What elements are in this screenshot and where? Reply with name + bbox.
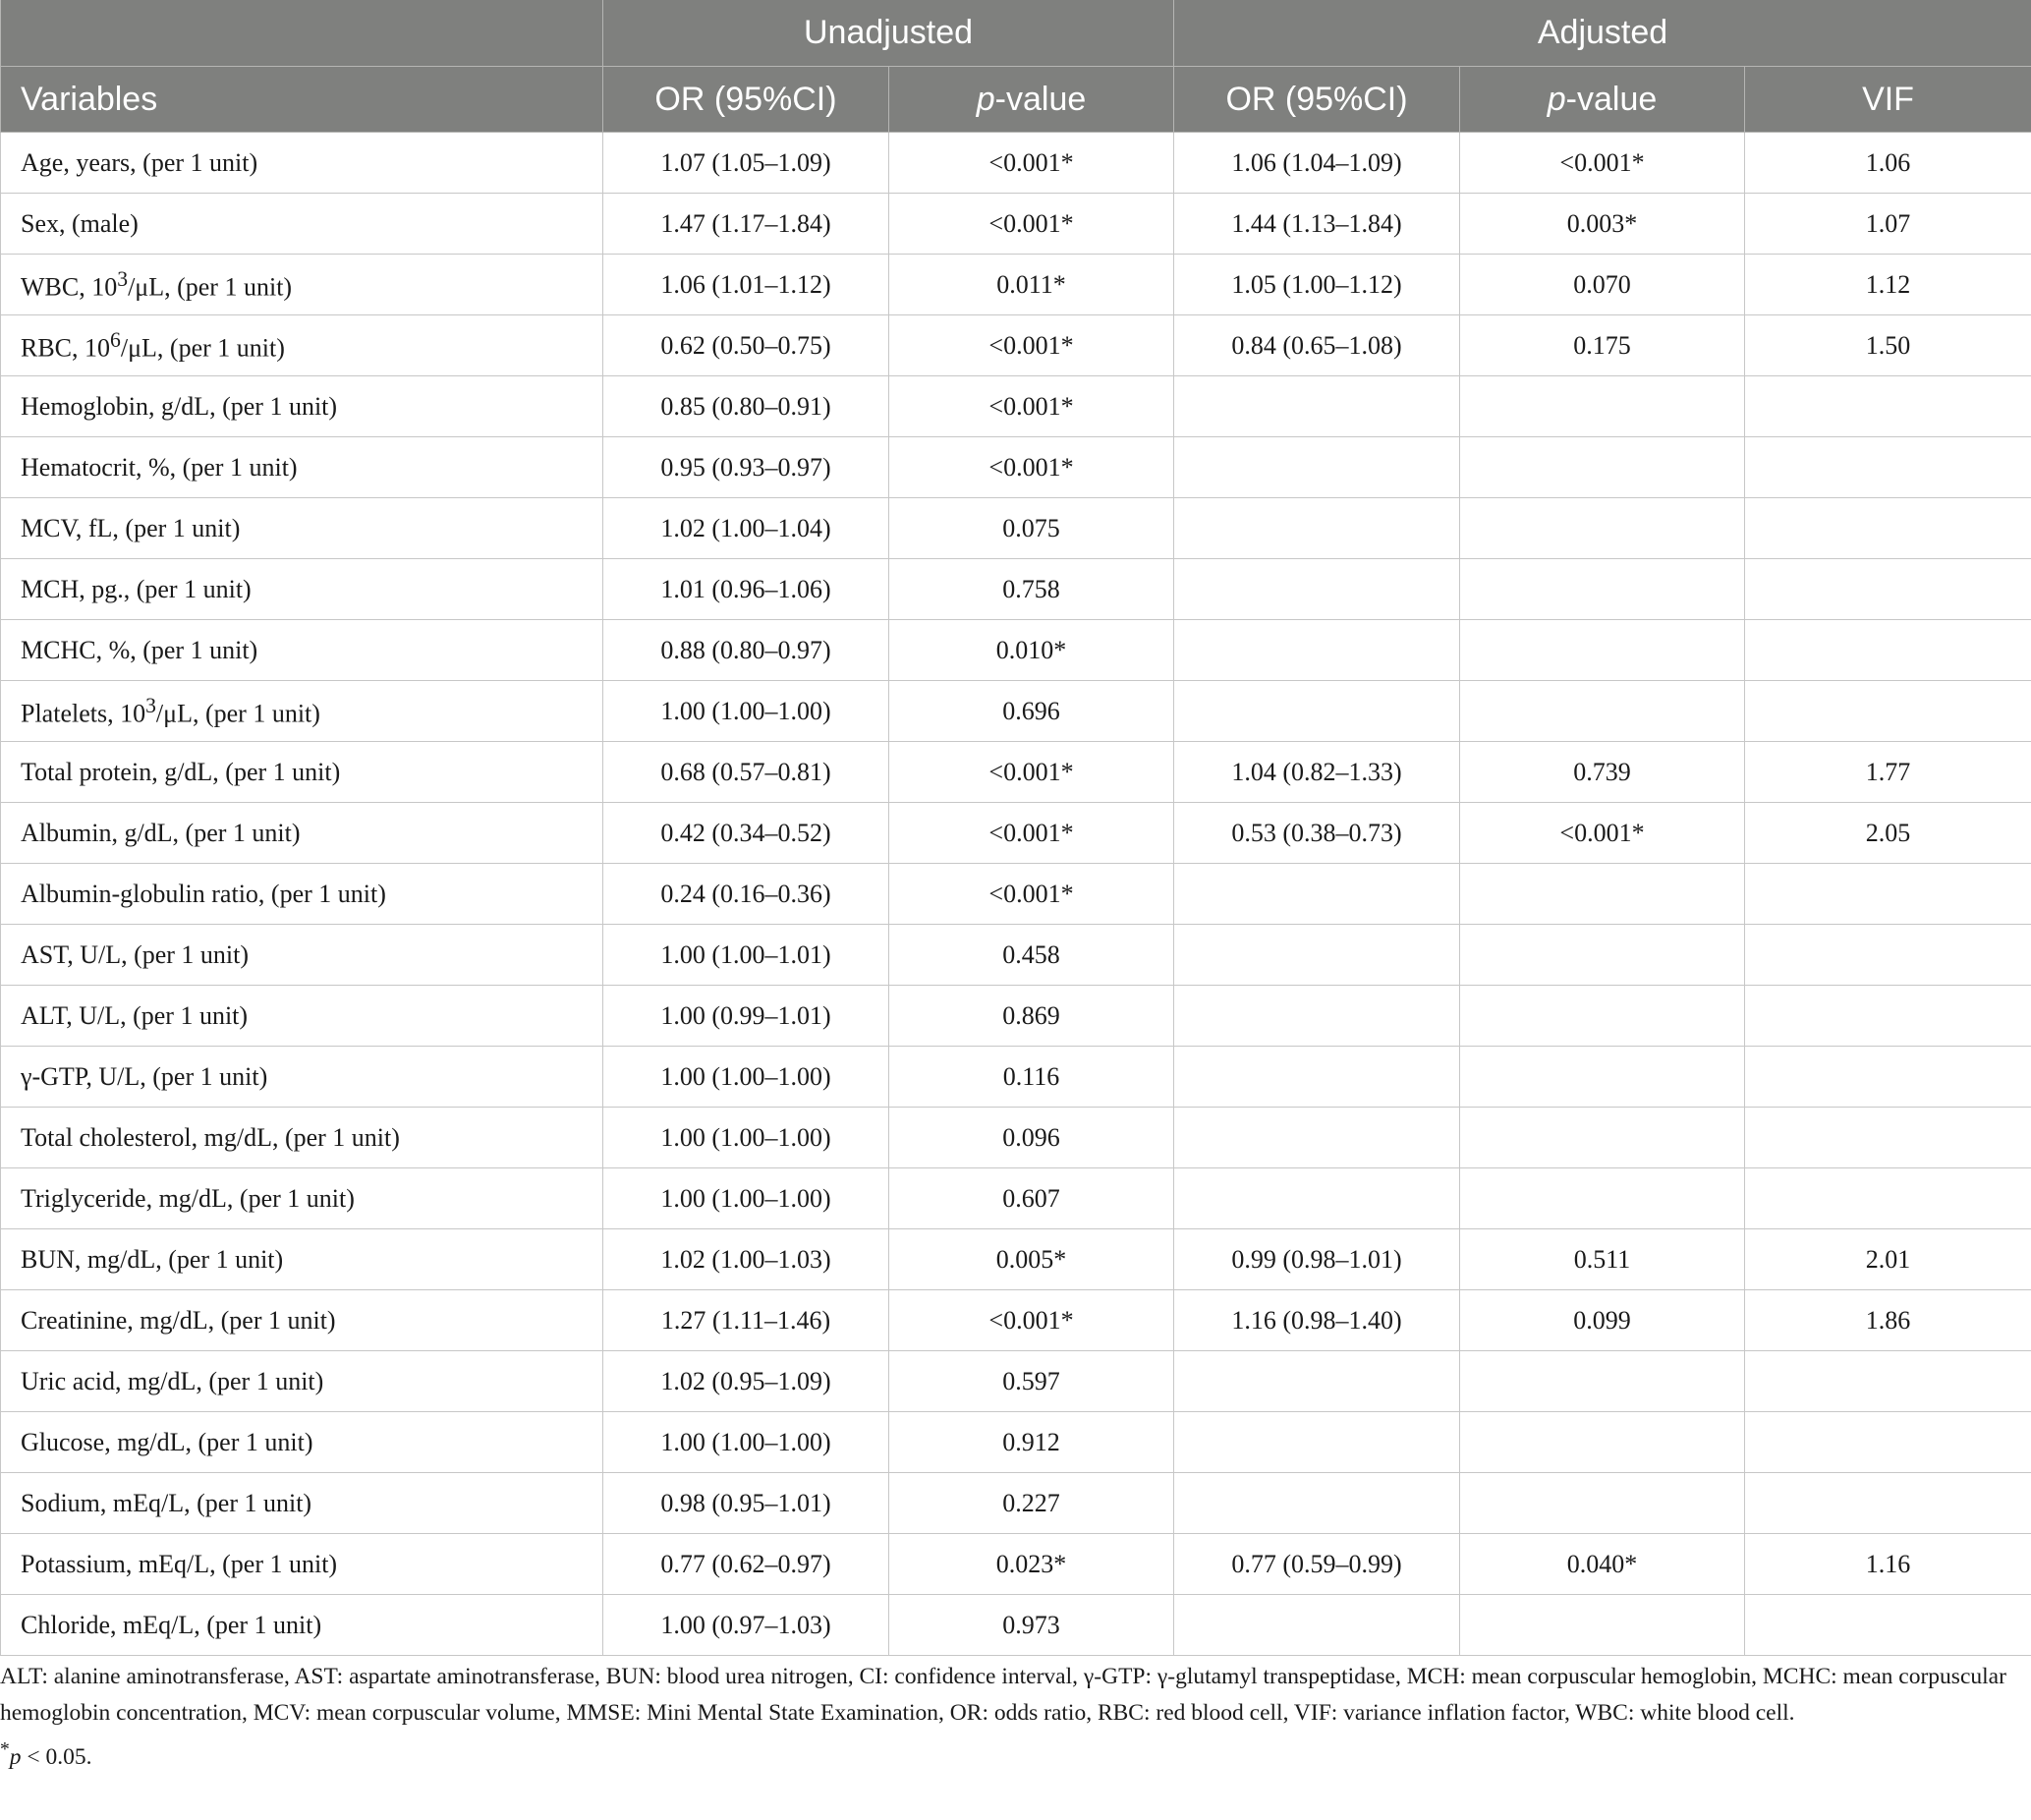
column-header-unadjusted-p <box>889 67 1174 133</box>
cell-variable: Triglyceride, mg/dL, (per 1 unit) <box>1 1168 603 1229</box>
cell-adjusted-p: 0.511 <box>1460 1229 1745 1290</box>
cell-unadjusted-p: <0.001* <box>889 315 1174 376</box>
cell-adjusted-or <box>1174 1168 1460 1229</box>
cell-variable: Hematocrit, %, (per 1 unit) <box>1 437 603 498</box>
superscript-exponent: 3 <box>145 693 156 717</box>
cell-variable: Chloride, mEq/L, (per 1 unit) <box>1 1595 603 1656</box>
cell-vif <box>1745 1168 2031 1229</box>
cell-adjusted-p <box>1460 620 1745 681</box>
cell-adjusted-p <box>1460 1047 1745 1108</box>
table-row <box>1 1229 2031 1290</box>
cell-variable: Total protein, g/dL, (per 1 unit) <box>1 742 603 803</box>
group-header-row <box>1 0 2031 67</box>
table-row <box>1 742 2031 803</box>
cell-vif: 1.77 <box>1745 742 2031 803</box>
cell-unadjusted-or: 1.01 (0.96–1.06) <box>603 559 889 620</box>
footnote-significance <box>0 1732 2024 1776</box>
cell-variable: ALT, U/L, (per 1 unit) <box>1 986 603 1047</box>
cell-variable: Hemoglobin, g/dL, (per 1 unit) <box>1 376 603 437</box>
table-row <box>1 864 2031 925</box>
table-row <box>1 1168 2031 1229</box>
group-header-empty <box>1 0 603 67</box>
cell-variable: Albumin-globulin ratio, (per 1 unit) <box>1 864 603 925</box>
cell-adjusted-or <box>1174 1351 1460 1412</box>
cell-adjusted-or: 1.06 (1.04–1.09) <box>1174 133 1460 194</box>
table-row <box>1 1047 2031 1108</box>
cell-vif: 1.06 <box>1745 133 2031 194</box>
cell-unadjusted-or: 0.42 (0.34–0.52) <box>603 803 889 864</box>
cell-adjusted-p <box>1460 1168 1745 1229</box>
cell-variable: Age, years, (per 1 unit) <box>1 133 603 194</box>
variable-text: /μL, (per 1 unit) <box>155 699 320 728</box>
cell-adjusted-or: 1.05 (1.00–1.12) <box>1174 255 1460 315</box>
cell-adjusted-or <box>1174 620 1460 681</box>
cell-unadjusted-p: <0.001* <box>889 864 1174 925</box>
cell-unadjusted-or: 1.02 (0.95–1.09) <box>603 1351 889 1412</box>
cell-adjusted-p <box>1460 1412 1745 1473</box>
cell-vif: 1.16 <box>1745 1534 2031 1595</box>
cell-variable: Glucose, mg/dL, (per 1 unit) <box>1 1412 603 1473</box>
cell-adjusted-or <box>1174 1412 1460 1473</box>
cell-adjusted-or <box>1174 559 1460 620</box>
table-row <box>1 1108 2031 1168</box>
cell-variable: Creatinine, mg/dL, (per 1 unit) <box>1 1290 603 1351</box>
cell-adjusted-or <box>1174 376 1460 437</box>
table-row <box>1 1534 2031 1595</box>
cell-adjusted-p: <0.001* <box>1460 133 1745 194</box>
cell-vif: 2.05 <box>1745 803 2031 864</box>
cell-vif <box>1745 864 2031 925</box>
table-row <box>1 315 2031 376</box>
cell-unadjusted-or: 1.27 (1.11–1.46) <box>603 1290 889 1351</box>
cell-variable <box>1 315 603 376</box>
cell-adjusted-or <box>1174 986 1460 1047</box>
cell-adjusted-or <box>1174 925 1460 986</box>
cell-unadjusted-or: 0.77 (0.62–0.97) <box>603 1534 889 1595</box>
table-row <box>1 498 2031 559</box>
cell-unadjusted-p: 0.227 <box>889 1473 1174 1534</box>
cell-unadjusted-or: 0.98 (0.95–1.01) <box>603 1473 889 1534</box>
footnote-p: p <box>9 1743 22 1770</box>
cell-adjusted-p: 0.739 <box>1460 742 1745 803</box>
cell-vif: 1.50 <box>1745 315 2031 376</box>
cell-unadjusted-or: 1.02 (1.00–1.03) <box>603 1229 889 1290</box>
cell-unadjusted-p: 0.597 <box>889 1351 1174 1412</box>
cell-adjusted-or: 0.53 (0.38–0.73) <box>1174 803 1460 864</box>
column-header-adjusted-p <box>1460 67 1745 133</box>
cell-adjusted-p <box>1460 1108 1745 1168</box>
cell-variable: Potassium, mEq/L, (per 1 unit) <box>1 1534 603 1595</box>
cell-unadjusted-p: 0.696 <box>889 681 1174 742</box>
cell-unadjusted-or: 0.62 (0.50–0.75) <box>603 315 889 376</box>
cell-variable <box>1 255 603 315</box>
cell-unadjusted-p: <0.001* <box>889 133 1174 194</box>
cell-vif <box>1745 986 2031 1047</box>
cell-unadjusted-p: 0.005* <box>889 1229 1174 1290</box>
cell-variable: AST, U/L, (per 1 unit) <box>1 925 603 986</box>
cell-adjusted-p: 0.099 <box>1460 1290 1745 1351</box>
cell-variable: MCHC, %, (per 1 unit) <box>1 620 603 681</box>
cell-vif <box>1745 1473 2031 1534</box>
cell-vif <box>1745 437 2031 498</box>
table-footnote <box>0 1659 2024 1776</box>
p-value-suffix: -value <box>1565 80 1658 118</box>
cell-unadjusted-p: 0.011* <box>889 255 1174 315</box>
cell-unadjusted-or: 0.68 (0.57–0.81) <box>603 742 889 803</box>
cell-unadjusted-p: 0.869 <box>889 986 1174 1047</box>
table-row <box>1 1412 2031 1473</box>
cell-unadjusted-p: 0.607 <box>889 1168 1174 1229</box>
table-row <box>1 194 2031 255</box>
cell-unadjusted-or: 1.00 (1.00–1.00) <box>603 1168 889 1229</box>
cell-unadjusted-or: 1.00 (1.00–1.00) <box>603 1412 889 1473</box>
table-row <box>1 1473 2031 1534</box>
cell-unadjusted-or: 0.85 (0.80–0.91) <box>603 376 889 437</box>
cell-adjusted-p: 0.070 <box>1460 255 1745 315</box>
column-header-row <box>1 67 2031 133</box>
cell-adjusted-p <box>1460 864 1745 925</box>
p-italic: p <box>1547 80 1566 118</box>
table-row <box>1 681 2031 742</box>
group-header-adjusted: Adjusted <box>1174 0 2031 67</box>
cell-adjusted-or <box>1174 1047 1460 1108</box>
cell-vif <box>1745 1108 2031 1168</box>
footnote-abbreviations: ALT: alanine aminotransferase, AST: aspartate aminotransferase, BUN: blood urea nitrogen, CI: confidence interval, γ-GTP: γ-glutamyl transpeptidase, MCH: mean corpuscular hemoglobin, MCHC: mean corpuscular hemoglobin concentration, MCV: mean corpuscular volume, MMSE: Mini Mental State Examination, OR: odds ratio, RBC: red blood cell, VIF: variance inflation factor, WBC: white blood cell. <box>0 1664 2006 1726</box>
cell-unadjusted-or: 0.88 (0.80–0.97) <box>603 620 889 681</box>
cell-unadjusted-or: 1.06 (1.01–1.12) <box>603 255 889 315</box>
cell-variable: Albumin, g/dL, (per 1 unit) <box>1 803 603 864</box>
cell-variable: MCV, fL, (per 1 unit) <box>1 498 603 559</box>
cell-adjusted-or <box>1174 498 1460 559</box>
cell-unadjusted-p: <0.001* <box>889 742 1174 803</box>
table-row <box>1 986 2031 1047</box>
cell-variable: Sodium, mEq/L, (per 1 unit) <box>1 1473 603 1534</box>
cell-adjusted-p <box>1460 1351 1745 1412</box>
cell-adjusted-p <box>1460 376 1745 437</box>
cell-unadjusted-or: 1.00 (0.99–1.01) <box>603 986 889 1047</box>
cell-unadjusted-or: 0.24 (0.16–0.36) <box>603 864 889 925</box>
p-italic: p <box>976 80 995 118</box>
column-header-unadjusted-or: OR (95%CI) <box>603 67 889 133</box>
variable-text: WBC, 10 <box>21 272 118 302</box>
table-row <box>1 1595 2031 1656</box>
cell-variable <box>1 681 603 742</box>
cell-unadjusted-p: <0.001* <box>889 194 1174 255</box>
cell-adjusted-or: 0.99 (0.98–1.01) <box>1174 1229 1460 1290</box>
cell-adjusted-or <box>1174 1473 1460 1534</box>
cell-unadjusted-p: <0.001* <box>889 437 1174 498</box>
variable-text: RBC, 10 <box>21 333 111 363</box>
cell-unadjusted-or: 0.95 (0.93–0.97) <box>603 437 889 498</box>
cell-adjusted-p <box>1460 498 1745 559</box>
cell-vif <box>1745 498 2031 559</box>
table-row <box>1 1290 2031 1351</box>
table-row <box>1 1351 2031 1412</box>
cell-adjusted-p <box>1460 1595 1745 1656</box>
cell-unadjusted-p: 0.973 <box>889 1595 1174 1656</box>
column-header-variables: Variables <box>1 67 603 133</box>
table-row <box>1 620 2031 681</box>
cell-adjusted-p: 0.040* <box>1460 1534 1745 1595</box>
cell-vif <box>1745 681 2031 742</box>
cell-adjusted-or <box>1174 1108 1460 1168</box>
cell-vif <box>1745 925 2031 986</box>
cell-vif <box>1745 1595 2031 1656</box>
cell-vif: 2.01 <box>1745 1229 2031 1290</box>
cell-vif <box>1745 376 2031 437</box>
footnote-threshold: < 0.05. <box>21 1743 92 1770</box>
cell-vif <box>1745 1351 2031 1412</box>
cell-vif <box>1745 1412 2031 1473</box>
cell-adjusted-p <box>1460 925 1745 986</box>
footnote-star: * <box>0 1739 10 1760</box>
table-row <box>1 925 2031 986</box>
column-header-adjusted-or: OR (95%CI) <box>1174 67 1460 133</box>
cell-variable: Sex, (male) <box>1 194 603 255</box>
cell-adjusted-or: 0.84 (0.65–1.08) <box>1174 315 1460 376</box>
cell-variable: γ-GTP, U/L, (per 1 unit) <box>1 1047 603 1108</box>
table-row <box>1 437 2031 498</box>
cell-variable: Uric acid, mg/dL, (per 1 unit) <box>1 1351 603 1412</box>
cell-unadjusted-p: 0.096 <box>889 1108 1174 1168</box>
cell-unadjusted-p: 0.010* <box>889 620 1174 681</box>
cell-adjusted-p <box>1460 437 1745 498</box>
table-row <box>1 376 2031 437</box>
cell-vif: 1.86 <box>1745 1290 2031 1351</box>
cell-vif <box>1745 559 2031 620</box>
cell-variable: Total cholesterol, mg/dL, (per 1 unit) <box>1 1108 603 1168</box>
cell-variable: MCH, pg., (per 1 unit) <box>1 559 603 620</box>
cell-adjusted-or: 1.16 (0.98–1.40) <box>1174 1290 1460 1351</box>
cell-adjusted-or <box>1174 681 1460 742</box>
cell-adjusted-or: 1.44 (1.13–1.84) <box>1174 194 1460 255</box>
cell-unadjusted-p: 0.758 <box>889 559 1174 620</box>
cell-adjusted-or <box>1174 1595 1460 1656</box>
cell-adjusted-p <box>1460 681 1745 742</box>
cell-unadjusted-or: 1.00 (1.00–1.00) <box>603 1108 889 1168</box>
variable-text: /μL, (per 1 unit) <box>128 272 293 302</box>
cell-unadjusted-or: 1.07 (1.05–1.09) <box>603 133 889 194</box>
cell-adjusted-p: <0.001* <box>1460 803 1745 864</box>
cell-adjusted-p: 0.175 <box>1460 315 1745 376</box>
cell-vif: 1.07 <box>1745 194 2031 255</box>
cell-variable: BUN, mg/dL, (per 1 unit) <box>1 1229 603 1290</box>
cell-vif <box>1745 620 2031 681</box>
variable-text: Platelets, 10 <box>21 699 146 728</box>
table-row <box>1 803 2031 864</box>
group-header-unadjusted: Unadjusted <box>603 0 1174 67</box>
cell-unadjusted-p: 0.912 <box>889 1412 1174 1473</box>
table-row <box>1 255 2031 315</box>
cell-vif: 1.12 <box>1745 255 2031 315</box>
variable-text: /μL, (per 1 unit) <box>120 333 285 363</box>
column-header-vif: VIF <box>1745 67 2031 133</box>
cell-unadjusted-p: <0.001* <box>889 1290 1174 1351</box>
cell-unadjusted-or: 1.00 (0.97–1.03) <box>603 1595 889 1656</box>
cell-unadjusted-p: 0.116 <box>889 1047 1174 1108</box>
cell-unadjusted-or: 1.00 (1.00–1.00) <box>603 681 889 742</box>
cell-adjusted-p: 0.003* <box>1460 194 1745 255</box>
table-row <box>1 559 2031 620</box>
superscript-exponent: 6 <box>110 327 121 352</box>
cell-unadjusted-or: 1.00 (1.00–1.00) <box>603 1047 889 1108</box>
cell-adjusted-p <box>1460 986 1745 1047</box>
cell-unadjusted-or: 1.47 (1.17–1.84) <box>603 194 889 255</box>
cell-adjusted-or: 1.04 (0.82–1.33) <box>1174 742 1460 803</box>
table-row <box>1 133 2031 194</box>
cell-adjusted-p <box>1460 1473 1745 1534</box>
cell-unadjusted-p: <0.001* <box>889 376 1174 437</box>
cell-adjusted-or <box>1174 864 1460 925</box>
cell-adjusted-or <box>1174 437 1460 498</box>
superscript-exponent: 3 <box>117 266 129 291</box>
cell-unadjusted-p: 0.075 <box>889 498 1174 559</box>
cell-unadjusted-or: 1.00 (1.00–1.01) <box>603 925 889 986</box>
cell-unadjusted-p: 0.023* <box>889 1534 1174 1595</box>
cell-unadjusted-p: 0.458 <box>889 925 1174 986</box>
cell-adjusted-p <box>1460 559 1745 620</box>
cell-adjusted-or: 0.77 (0.59–0.99) <box>1174 1534 1460 1595</box>
cell-vif <box>1745 1047 2031 1108</box>
cell-unadjusted-p: <0.001* <box>889 803 1174 864</box>
cell-unadjusted-or: 1.02 (1.00–1.04) <box>603 498 889 559</box>
p-value-suffix: -value <box>994 80 1087 118</box>
